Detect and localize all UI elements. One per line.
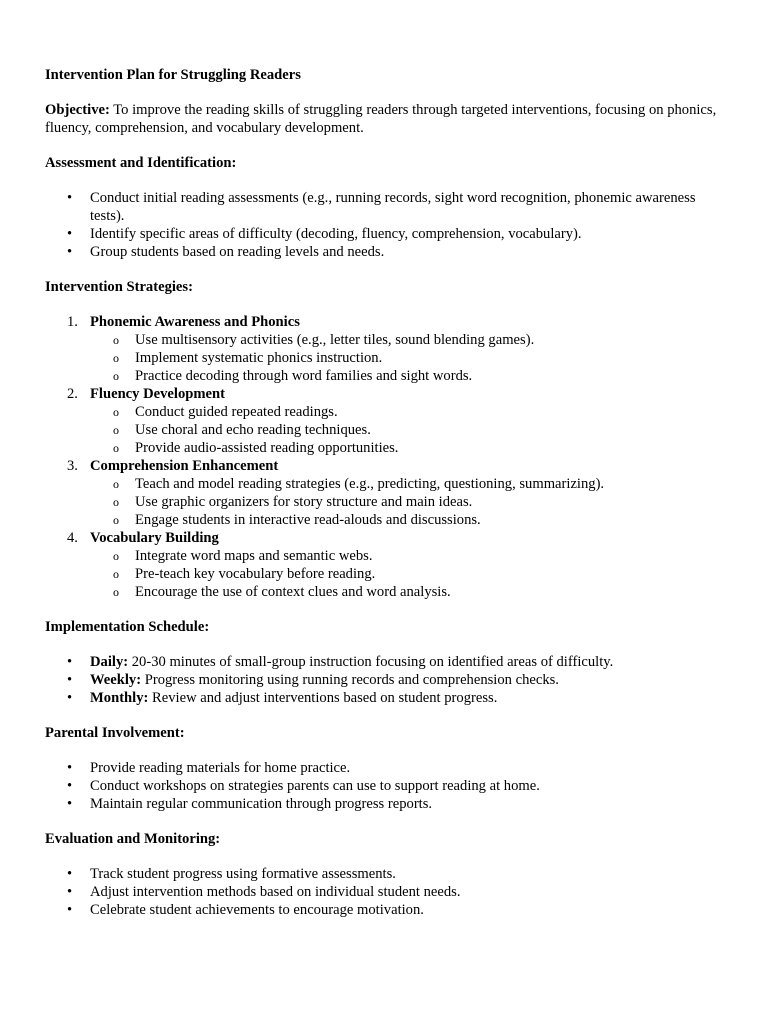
list-item-text: Track student progress using formative assessments. bbox=[90, 866, 396, 882]
sub-item-text: Use choral and echo reading techniques. bbox=[135, 422, 371, 438]
bullet-icon: • bbox=[67, 654, 73, 670]
sub-item-text: Practice decoding through word families and sight words. bbox=[135, 368, 473, 384]
bullet-icon: • bbox=[67, 244, 73, 260]
strategy-item bbox=[45, 313, 725, 385]
parental-heading: Parental Involvement: bbox=[45, 725, 185, 741]
objective-text: To improve the reading skills of struggling readers through targeted interventions, focusing on phonics, fluency, comprehension, and vocabulary development. bbox=[45, 102, 717, 136]
sub-list-item bbox=[90, 403, 725, 421]
sub-list-item bbox=[90, 367, 725, 385]
circle-bullet-icon: o bbox=[113, 351, 119, 365]
objective-paragraph bbox=[45, 101, 725, 137]
document-title: Intervention Plan for Struggling Readers bbox=[45, 67, 301, 83]
strategy-number: 4. bbox=[67, 530, 78, 546]
list-item-text: Group students based on reading levels and needs. bbox=[90, 244, 385, 260]
circle-bullet-icon: o bbox=[113, 585, 119, 599]
list-item-text: Adjust intervention methods based on individual student needs. bbox=[90, 884, 461, 900]
strategy-number: 1. bbox=[67, 314, 78, 330]
strategy-item bbox=[45, 529, 725, 601]
list-item-text: Celebrate student achievements to encourage motivation. bbox=[90, 902, 424, 918]
strategy-title: Comprehension Enhancement bbox=[90, 458, 279, 474]
sub-list-item bbox=[90, 511, 725, 529]
evaluation-heading: Evaluation and Monitoring: bbox=[45, 831, 221, 847]
schedule-label: Weekly: bbox=[90, 672, 142, 688]
schedule-text: 20-30 minutes of small-group instruction focusing on identified areas of difficulty. bbox=[128, 654, 614, 670]
bullet-icon: • bbox=[67, 778, 73, 794]
bullet-icon: • bbox=[67, 866, 73, 882]
list-item bbox=[45, 243, 725, 261]
bullet-icon: • bbox=[67, 190, 73, 206]
list-item bbox=[45, 653, 725, 671]
sub-item-text: Encourage the use of context clues and word analysis. bbox=[135, 584, 451, 600]
bullet-icon: • bbox=[67, 672, 73, 688]
strategy-title: Phonemic Awareness and Phonics bbox=[90, 314, 300, 330]
circle-bullet-icon: o bbox=[113, 567, 119, 581]
circle-bullet-icon: o bbox=[113, 333, 119, 347]
schedule-text: Review and adjust interventions based on student progress. bbox=[148, 690, 498, 706]
list-item bbox=[45, 777, 725, 795]
bullet-icon: • bbox=[67, 902, 73, 918]
strategies-heading: Intervention Strategies: bbox=[45, 279, 193, 295]
sub-item-text: Integrate word maps and semantic webs. bbox=[135, 548, 373, 564]
sub-list-item bbox=[90, 583, 725, 601]
strategy-title: Fluency Development bbox=[90, 386, 225, 402]
sub-list-item bbox=[90, 439, 725, 457]
circle-bullet-icon: o bbox=[113, 423, 119, 437]
strategy-title: Vocabulary Building bbox=[90, 530, 219, 546]
sub-list-item bbox=[90, 565, 725, 583]
circle-bullet-icon: o bbox=[113, 477, 119, 491]
circle-bullet-icon: o bbox=[113, 405, 119, 419]
sub-item-text: Engage students in interactive read-alouds and discussions. bbox=[135, 512, 481, 528]
strategy-sublist bbox=[90, 331, 725, 385]
list-item bbox=[45, 795, 725, 813]
strategy-sublist bbox=[90, 475, 725, 529]
objective-label: Objective: bbox=[45, 102, 110, 118]
list-item bbox=[45, 883, 725, 901]
bullet-icon: • bbox=[67, 796, 73, 812]
sub-list-item bbox=[90, 421, 725, 439]
schedule-label: Monthly: bbox=[90, 690, 149, 706]
circle-bullet-icon: o bbox=[113, 513, 119, 527]
list-item-text: Conduct workshops on strategies parents can use to support reading at home. bbox=[90, 778, 540, 794]
list-item-text: Conduct initial reading assessments (e.g., running records, sight word recognition, phonemic awareness tests). bbox=[90, 190, 696, 224]
list-item bbox=[45, 225, 725, 243]
sub-list-item bbox=[90, 475, 725, 493]
strategy-sublist bbox=[90, 547, 725, 601]
sub-item-text: Conduct guided repeated readings. bbox=[135, 404, 338, 420]
bullet-icon: • bbox=[67, 690, 73, 706]
schedule-list bbox=[45, 653, 725, 707]
assessment-heading: Assessment and Identification: bbox=[45, 155, 237, 171]
evaluation-list bbox=[45, 865, 725, 919]
schedule-text: Progress monitoring using running records and comprehension checks. bbox=[141, 672, 559, 688]
strategy-item bbox=[45, 385, 725, 457]
circle-bullet-icon: o bbox=[113, 369, 119, 383]
schedule-label: Daily: bbox=[90, 654, 129, 670]
strategy-number: 3. bbox=[67, 458, 78, 474]
bullet-icon: • bbox=[67, 884, 73, 900]
list-item-text: Identify specific areas of difficulty (decoding, fluency, comprehension, vocabulary). bbox=[90, 226, 582, 242]
list-item bbox=[45, 865, 725, 883]
list-item bbox=[45, 689, 725, 707]
strategy-sublist bbox=[90, 403, 725, 457]
list-item-text: Provide reading materials for home practice. bbox=[90, 760, 351, 776]
assessment-list bbox=[45, 189, 725, 261]
list-item bbox=[45, 759, 725, 777]
sub-item-text: Provide audio-assisted reading opportunities. bbox=[135, 440, 399, 456]
sub-item-text: Use graphic organizers for story structure and main ideas. bbox=[135, 494, 473, 510]
sub-list-item bbox=[90, 331, 725, 349]
sub-item-text: Teach and model reading strategies (e.g., predicting, questioning, summarizing). bbox=[135, 476, 605, 492]
sub-list-item bbox=[90, 547, 725, 565]
circle-bullet-icon: o bbox=[113, 441, 119, 455]
list-item bbox=[45, 189, 725, 225]
sub-item-text: Pre-teach key vocabulary before reading. bbox=[135, 566, 376, 582]
list-item-text: Maintain regular communication through progress reports. bbox=[90, 796, 433, 812]
sub-list-item bbox=[90, 493, 725, 511]
strategies-list bbox=[45, 313, 725, 601]
sub-item-text: Implement systematic phonics instruction. bbox=[135, 350, 383, 366]
sub-list-item bbox=[90, 349, 725, 367]
schedule-heading: Implementation Schedule: bbox=[45, 619, 210, 635]
circle-bullet-icon: o bbox=[113, 549, 119, 563]
document-page bbox=[45, 66, 725, 936]
parental-list bbox=[45, 759, 725, 813]
list-item bbox=[45, 901, 725, 919]
bullet-icon: • bbox=[67, 226, 73, 242]
circle-bullet-icon: o bbox=[113, 495, 119, 509]
list-item bbox=[45, 671, 725, 689]
strategy-item bbox=[45, 457, 725, 529]
sub-item-text: Use multisensory activities (e.g., letter tiles, sound blending games). bbox=[135, 332, 535, 348]
strategy-number: 2. bbox=[67, 386, 78, 402]
bullet-icon: • bbox=[67, 760, 73, 776]
